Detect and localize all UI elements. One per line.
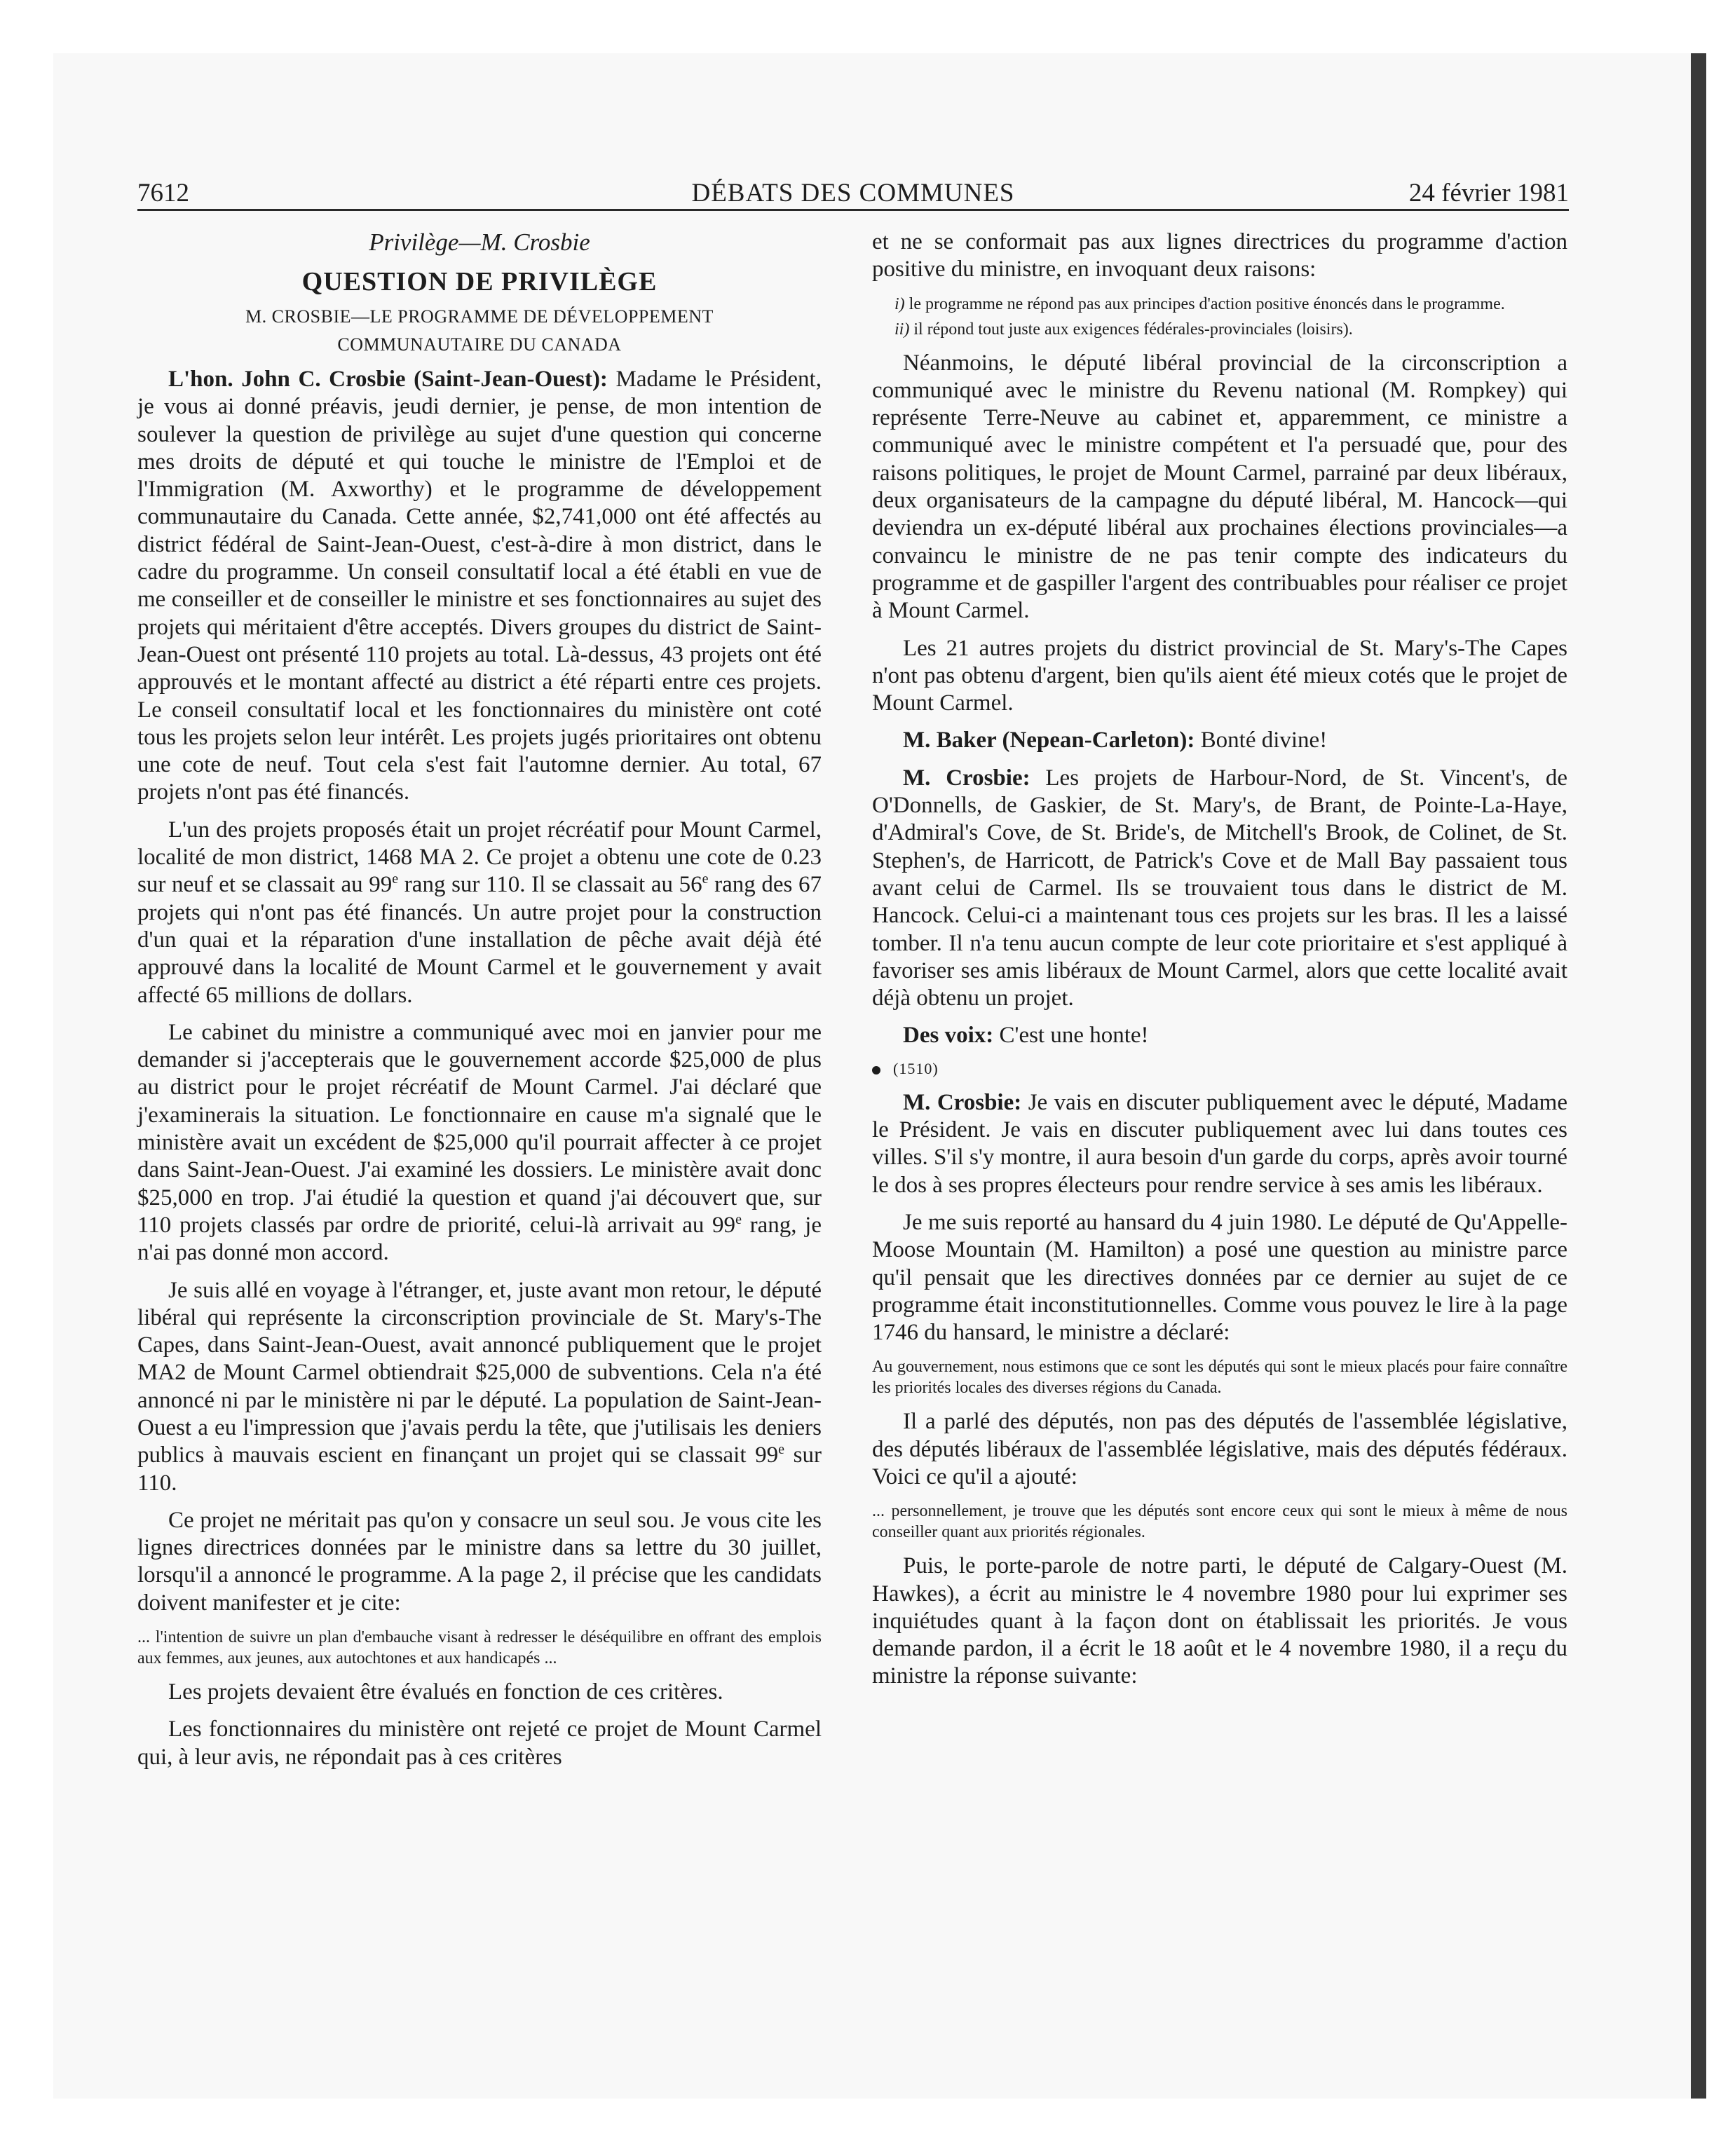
paragraph-text: Madame le Président, je vous ai donné préavis, jeudi dernier, je pense, de mon intention de soulever la question de privilège au sujet d'une question qui concerne mes droits de député et qui touche le ministre de l'Emploi et de l'Immigration (M. Axworthy) et le programme de développement communautaire du Canada. Cette année, $2,741,000 ont été affectés au district fédéral de Saint-Jean-Ouest, c'est-à-dire à mon district, dans le cadre du programme. Un conseil consultatif local a été établi en vue de me conseiller et de conseiller le ministre et ses fonctionnaires au sujet des projets qui méritaient d'être acceptés. Divers groupes du district de Saint-Jean-Ouest ont présenté 110 projets au total. Là-dessus, 43 projets ont été approuvés et le montant affecté au district a été réparti entre ces projets. Le conseil consultatif local et les fonctionnaires du ministère ont coté tous les projets selon leur intérêt. Les projets jugés prioritaires ont obtenu une cote de neuf. Tout cela s'est fait l'automne dernier. Au total, 67 projets n'ont pas été financés.	[137, 367, 822, 805]
paragraph: Il a parlé des députés, non pas des députés de l'assemblée législative, des députés libéraux de l'assemblée législative, mais des députés fédéraux. Voici ce qu'il a ajouté:	[872, 1409, 1567, 1489]
issue-date: 24 février 1981	[1408, 179, 1569, 207]
paragraph-text: rang des 67 projets qui n'ont pas été financés. Un autre projet pour la construction d'un quai et la réparation d'une installation de pêche avait déjà été approuvé dans la localité de Mount Carmel et le gouvernement y avait affecté 65 millions de dollars.	[137, 872, 822, 1008]
paragraph	[872, 727, 1567, 754]
superscript: e	[392, 871, 399, 887]
paragraph: Ce projet ne méritait pas qu'on y consacre un seul sou. Je vous cite les lignes directrices données par le ministre dans sa lettre du 30 juillet, lorsqu'il a annoncé le programme. A la page 2, il précise que les candidats doivent manifester et je cite:	[137, 1507, 822, 1616]
subtitle-line-1: M. CROSBIE—LE PROGRAMME DE DÉVELOPPEMENT	[245, 306, 714, 327]
paragraph-text: L'un des projets proposés était un projet récréatif pour Mount Carmel, localité de mon district, 1468 MA 2. Ce projet a obtenu une cote de 0.23 sur neuf et se classait au 99	[137, 817, 822, 898]
paragraph	[872, 1022, 1567, 1049]
paragraph-text: rang sur 110. Il se classait au 56	[398, 872, 702, 898]
paragraph	[137, 366, 822, 807]
paragraph-text: C'est une honte!	[993, 1023, 1149, 1049]
time-marker-text: (1510)	[893, 1059, 939, 1077]
paragraph: Je me suis reporté au hansard du 4 juin 1980. Le député de Qu'Appelle-Moose Mountain (M. Hamilton) a posé une question au ministre parce qu'il pensait que les directives données par ce dernier au sujet de ce programme était inconstitutionnelles. Comme vous pouvez le lire à la page 1746 du hansard, le ministre a déclaré:	[872, 1209, 1567, 1346]
list-marker: i)	[894, 294, 905, 313]
publication-title: DÉBATS DES COMMUNES	[691, 179, 1015, 207]
paragraph	[137, 1277, 822, 1497]
block-quote	[872, 319, 1567, 340]
paragraph	[137, 817, 822, 1009]
superscript: e	[702, 871, 709, 887]
section-heading: Privilège—M. Crosbie	[369, 228, 590, 256]
section-title: QUESTION DE PRIVILÈGE	[301, 267, 658, 296]
speaker-name: M. Crosbie:	[903, 765, 1030, 791]
paragraph	[872, 1089, 1567, 1199]
quote-text: le programme ne répond pas aux principes d'action positive énoncés dans le programme.	[904, 294, 1505, 313]
scan-edge-bar	[1691, 53, 1706, 2099]
superscript: e	[735, 1211, 742, 1227]
speaker-name: L'hon. John C. Crosbie (Saint-Jean-Ouest):	[168, 367, 608, 392]
superscript: e	[778, 1442, 785, 1458]
paragraph: Les 21 autres projets du district provincial de St. Mary's-The Capes n'ont pas obtenu d'argent, bien qu'ils aient été mieux cotés que le projet de Mount Carmel.	[872, 635, 1567, 716]
speaker-name: M. Crosbie:	[903, 1089, 1022, 1115]
paragraph: Les projets devaient être évalués en fonction de ces critères.	[168, 1679, 723, 1705]
paragraph-text: Je suis allé en voyage à l'étranger, et, juste avant mon retour, le député libéral qui représente la circonscription provinciale de St. Mary's-The Capes, dans Saint-Jean-Ouest, avait annoncé publiquement que le projet MA2 de Mount Carmel obtiendrait $25,000 de subventions. Cela n'a été annoncé ni par le ministère ni par le député. La population de Saint-Jean-Ouest a eu l'impression que j'avais perdu la tête, que j'utilisais les deniers publics à mauvais escient en finançant un projet qui se classait 99	[137, 1277, 822, 1468]
page-number: 7612	[137, 179, 189, 207]
paragraph: Les fonctionnaires du ministère ont rejeté ce projet de Mount Carmel qui, à leur avis, ne répondait pas à ces critères	[137, 1717, 822, 1770]
paragraph-text: Les projets de Harbour-Nord, de St. Vincent's, de O'Donnells, de Gaskier, de St. Mary's, de Brant, de Pointe-La-Haye, d'Admiral's Cove, de St. Bride's, de Mitchell's Brook, de Colinet, de St. Stephen's, de Harricott, de Patrick's Cove et de Mall Bay passaient tous avant celui de Carmel. Ils se trouvaient tous dans le district de M. Hancock. Celui-ci a maintenant tous ces projets sur les bras. Il les a laissé tomber. Il n'a tenu aucun compte de leur cote prioritaire et s'est appliqué à favoriser ses amis libéraux de Mount Carmel, alors que cette localité avait déjà obtenu un projet.	[872, 765, 1567, 1011]
paragraph: Néanmoins, le député libéral provincial de la circonscription a communiqué avec le ministre du Revenu national (M. Rompkey) qui représente Terre-Neuve au cabinet et, apparemment, ce ministre a communiqué avec le ministre compétent et l'a persuadé que, pour des raisons politiques, le projet de Mount Carmel, parrainé par deux libéraux, deux organisateurs de la campagne du député libéral, M. Hancock—qui deviendra un ex-député libéral aux prochaines élections provinciales—a convaincu le ministre de ne pas tenir compte des indicateurs du programme et de gaspiller l'argent des contribuables pour réaliser ce projet à Mount Carmel.	[872, 350, 1567, 624]
paragraph: et ne se conformait pas aux lignes directrices du programme d'action positive du ministre, en invoquant deux raisons:	[872, 229, 1567, 282]
paragraph	[137, 1019, 822, 1267]
left-column	[137, 228, 822, 1781]
list-marker: ii)	[894, 320, 910, 339]
block-quote: Au gouvernement, nous estimons que ce sont les députés qui sont le mieux placés pour faire connaître les priorités locales des diverses régions du Canada.	[872, 1358, 1567, 1398]
quote-text: il répond tout juste aux exigences fédérales-provinciales (loisirs).	[909, 320, 1353, 339]
paragraph-text: Je vais en discuter publiquement avec le député, Madame le Président. Je vais en discuter publiquement avec lui dans toutes ces villes. S'il s'y montre, il aura besoin d'un garde du corps, après avoir tourné le dos à ses propres électeurs pour rendre service à ses amis les libéraux.	[872, 1089, 1568, 1198]
bullet-icon	[872, 1066, 880, 1074]
paragraph-text: sur 110.	[137, 1442, 822, 1496]
block-quote	[872, 294, 1567, 315]
block-quote: ... l'intention de suivre un plan d'embauche visant à redresser le déséquilibre en offrant des emplois aux femmes, aux jeunes, aux autochtones et aux handicapés ...	[137, 1628, 822, 1668]
running-header	[137, 175, 1569, 211]
block-quote: ... personnellement, je trouve que les députés sont encore ceux qui sont le mieux à même de nous conseiller quant aux priorités régionales.	[872, 1502, 1567, 1542]
paragraph-text: rang, je n'ai pas donné mon accord.	[137, 1212, 822, 1266]
subtitle-line-2: COMMUNAUTAIRE DU CANADA	[337, 334, 622, 355]
paragraph: Puis, le porte-parole de notre parti, le député de Calgary-Ouest (M. Hawkes), a écrit au ministre le 4 novembre 1980 pour lui exprimer ses inquiétudes quant à la façon dont on établissait les priorités. Je vous demande pardon, il a écrit le 18 août et le 4 novembre 1980, il a reçu du ministre la réponse suivante:	[872, 1553, 1567, 1689]
right-column	[872, 228, 1567, 1700]
speaker-name: M. Baker (Nepean-Carleton):	[903, 728, 1195, 753]
paragraph	[872, 765, 1567, 1013]
paragraph-text: Bonté divine!	[1195, 728, 1328, 753]
speaker-name: Des voix:	[903, 1023, 994, 1049]
paragraph-text: Le cabinet du ministre a communiqué avec moi en janvier pour me demander si j'accepterais que le gouvernement accorde $25,000 de plus au district pour le projet récréatif de Mount Carmel. J'ai déclaré que j'examinerais la situation. Le fonctionnaire en cause m'a signalé que le ministère avait un excédent de $25,000 qu'il pourrait affecter à ce projet dans Saint-Jean-Ouest. J'ai examiné les dossiers. Le ministère avait donc $25,000 en trop. J'ai étudié la question et quand j'ai découvert que, sur 110 projets classés par ordre de priorité, celui-là arrivait au 99	[137, 1019, 822, 1238]
time-marker	[872, 1060, 1567, 1078]
